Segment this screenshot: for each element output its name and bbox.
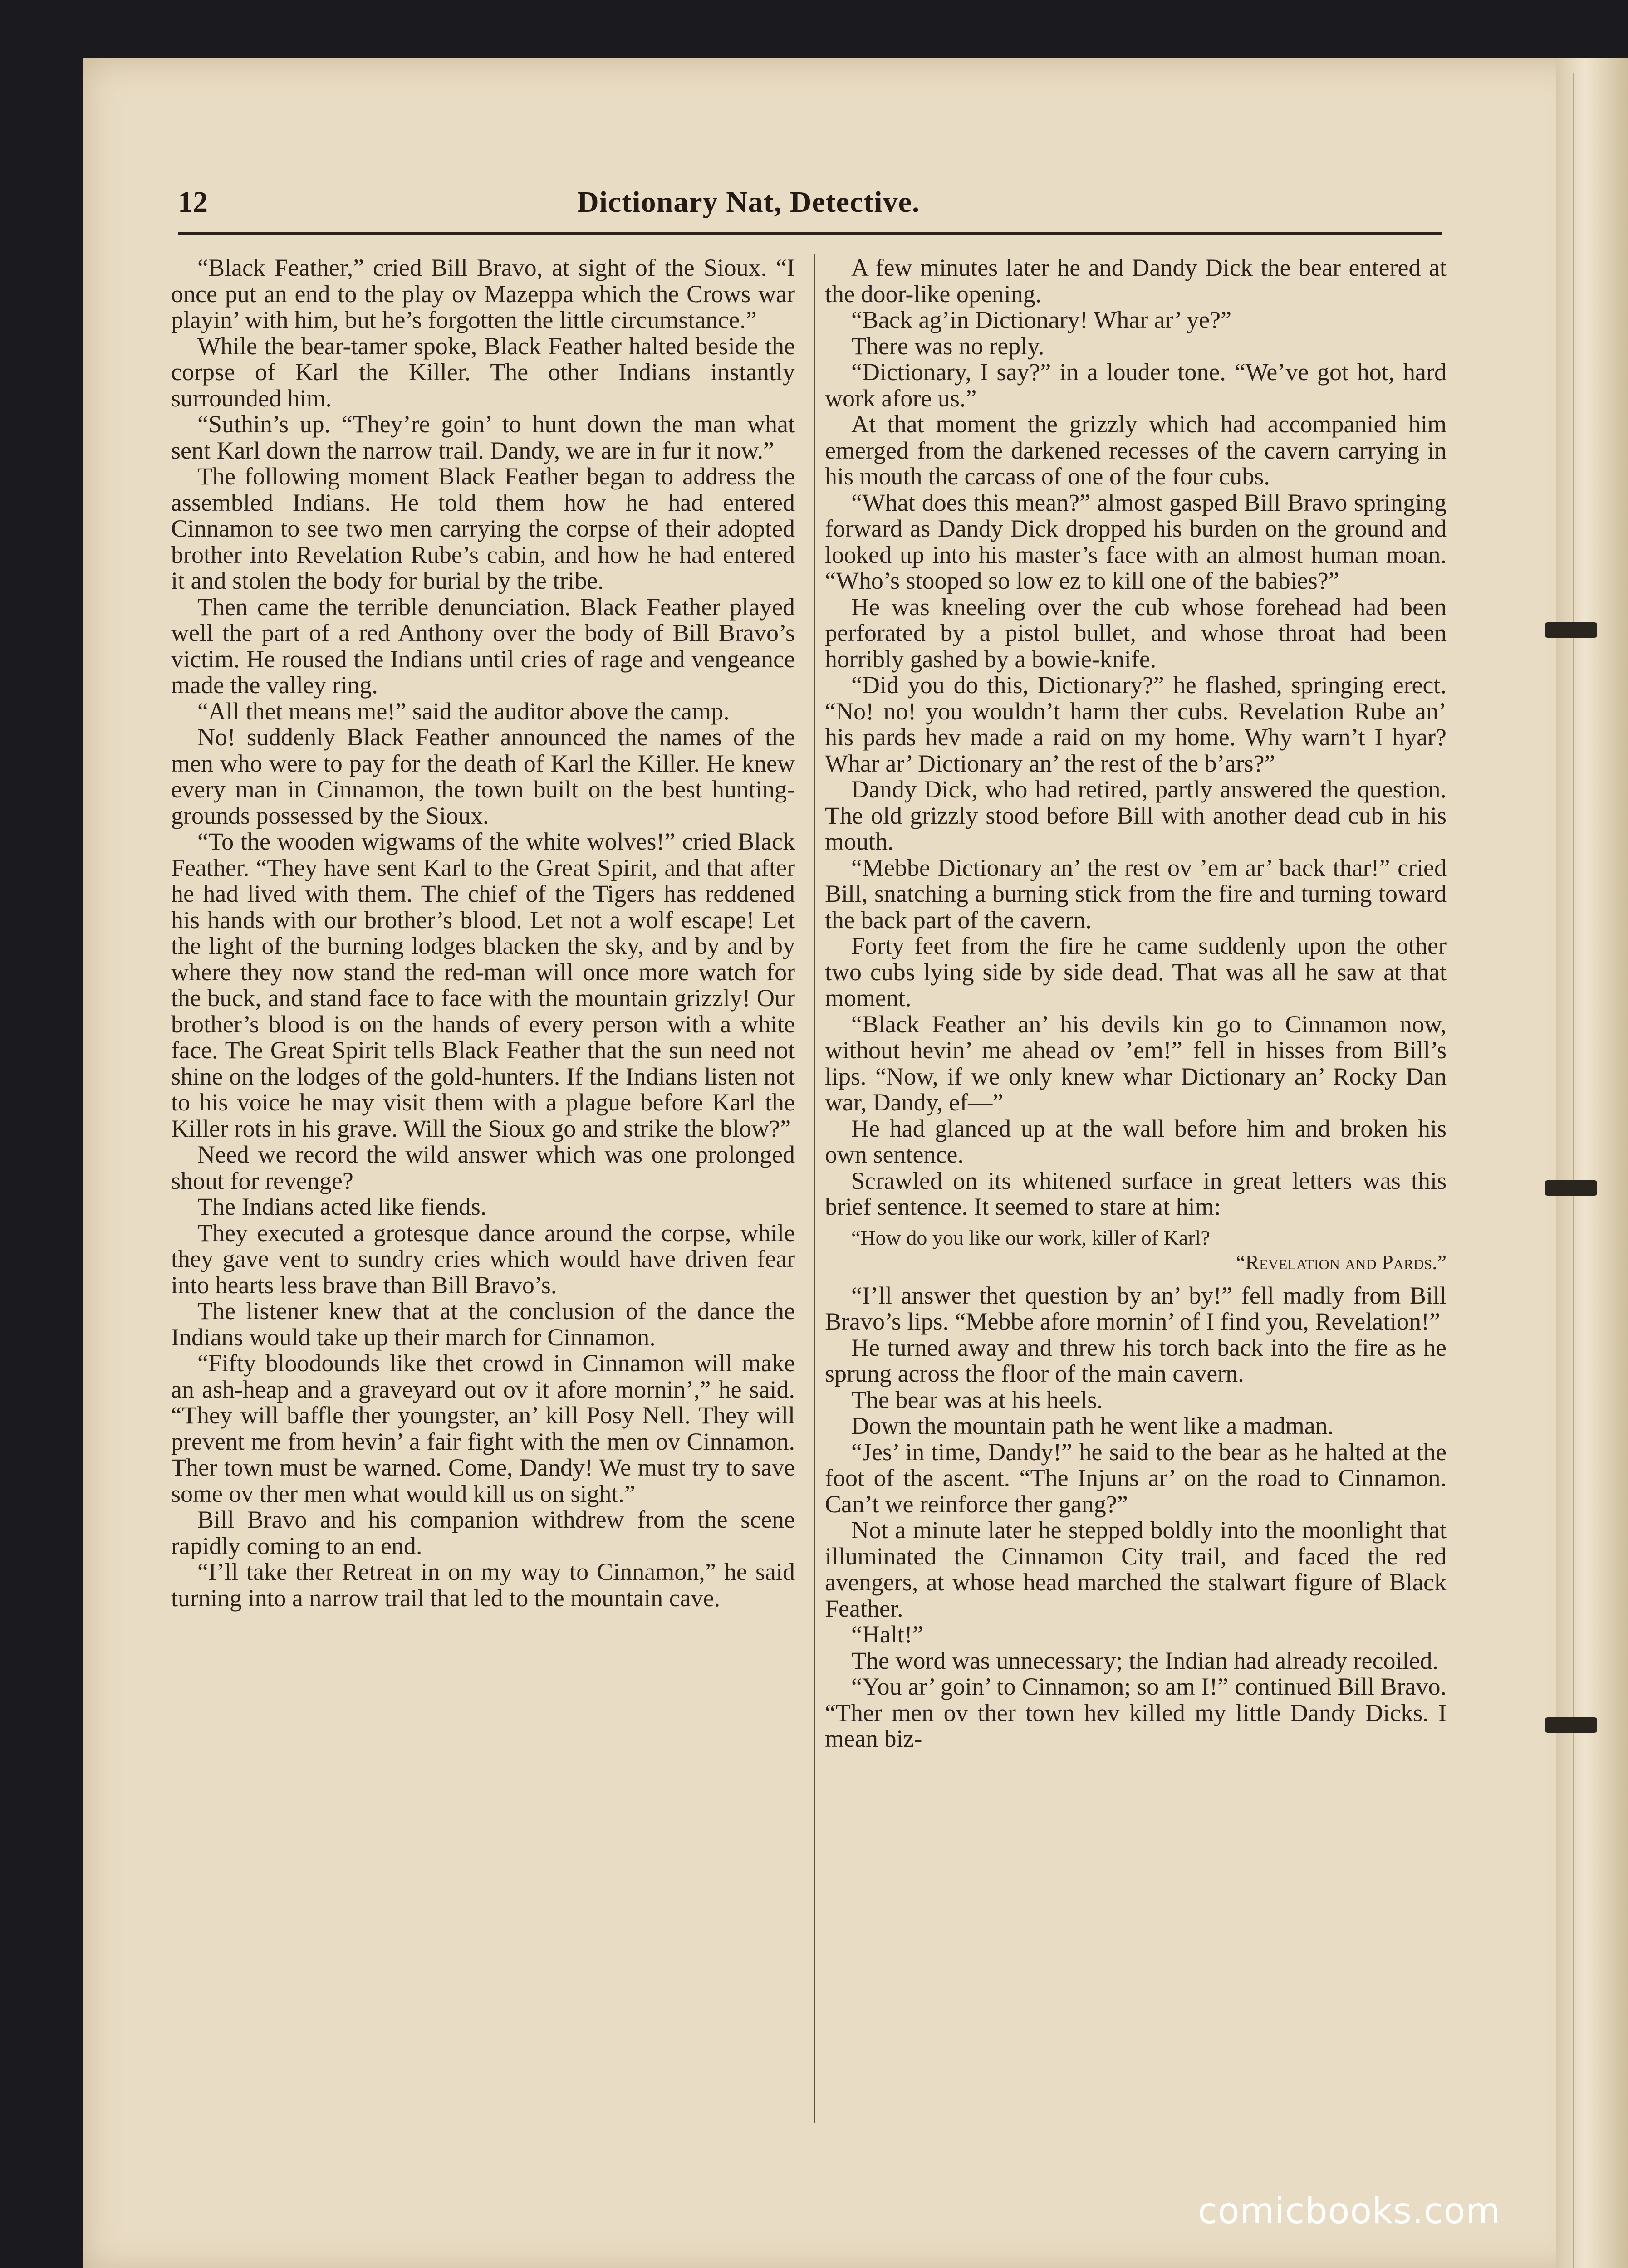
paragraph: While the bear-tamer spoke, Black Feather halted beside the corpse of Karl the Killer. The other Indians instantly surrounded him. — [171, 332, 795, 412]
wall-message-signature: “Revelation and Pards.” — [1236, 1250, 1447, 1274]
paragraph: “Back ag’in Dictionary! Whar ar’ ye?” — [851, 306, 1232, 333]
wall-message — [825, 1226, 1447, 1275]
wall-message-text: “How do you like our work, killer of Karl? — [851, 1226, 1210, 1249]
paragraph: The bear was at his heels. — [851, 1386, 1103, 1413]
running-header — [178, 181, 1442, 230]
paragraph: “Jes’ in time, Dandy!” he said to the bear as he halted at the foot of the ascent. “The Injuns ar’ on the road to Cinnamon. Can’t we reinforce ther gang?” — [825, 1438, 1447, 1518]
paragraph: “Black Feather,” cried Bill Bravo, at sight of the Sioux. “I once put an end to the play ov Mazeppa which the Crows war playin’ with him, but he’s forgotten the little circumstance.” — [171, 254, 795, 333]
staple-bottom — [1545, 1717, 1597, 1733]
paragraph: “To the wooden wigwams of the white wolves!” cried Black Feather. “They have sent Karl to the Great Spirit, and that after he had lived with them. The chief of the Tigers has reddened his hands with our brother’s blood. Let not a wolf escape! Let the light of the burning lodges blacken the sky, and by and by where they now stand the red-man will once more watch for the buck, and stand face to face with the mountain grizzly! Our brother’s blood is on the hands of every person with a white face. The Great Spirit tells Black Feather that the sun need not shine on the lodges of the gold-hunters. If the Indians listen not to his voice he may visit them with a plague before Karl the Killer rots in his grave. Will the Sioux go and strike the blow?” — [171, 828, 795, 1142]
paragraph: Bill Bravo and his companion withdrew from the scene rapidly coming to an end. — [171, 1506, 795, 1559]
paragraph: Need we record the wild answer which was one prolonged shout for revenge? — [171, 1141, 795, 1194]
paragraph: “I’ll take ther Retreat in on my way to Cinnamon,” he said turning into a narrow trail that led to the mountain cave. — [171, 1558, 795, 1612]
paragraph: He turned away and threw his torch back into the fire as he sprung across the floor of the main cavern. — [825, 1334, 1447, 1387]
paragraph: He had glanced up at the wall before him and broken his own sentence. — [825, 1114, 1447, 1168]
paragraph: “Fifty bloodounds like thet crowd in Cinnamon will make an ash-heap and a graveyard out ov it afore mornin’,” he said. “They will baffle ther youngster, an’ kill Posy Nell. They will prevent me from hevin’ a fair fight with the men ov Cinnamon. Ther town must be warned. Come, Dandy! We must try to save some ov ther men what would kill us on sight.” — [171, 1349, 795, 1507]
column-divider — [814, 254, 815, 2123]
paragraph: Forty feet from the fire he came suddenly upon the other two cubs lying side by side dead. That was all he saw at that moment. — [825, 932, 1447, 1012]
right-column — [825, 255, 1447, 1752]
left-column — [171, 255, 795, 1611]
paragraph: The following moment Black Feather began to address the assembled Indians. He told them how he had entered Cinnamon to see two men carrying the corpse of their adopted brother into Revelation Rube’s cabin, and how he had entered it and stolen the body for burial by the tribe. — [171, 463, 795, 594]
paragraph: “I’ll answer thet question by an’ by!” fell madly from Bill Bravo’s lips. “Mebbe afore mornin’ of I find you, Revelation!” — [825, 1281, 1447, 1335]
paragraph: “Mebbe Dictionary an’ the rest ov ’em ar’ back thar!” cried Bill, snatching a burning stick from the fire and turning toward the back part of the cavern. — [825, 854, 1447, 934]
paragraph: “All thet means me!” said the auditor above the camp. — [197, 697, 730, 725]
paragraph: Down the mountain path he went like a madman. — [851, 1412, 1334, 1439]
paragraph: “Halt!” — [851, 1621, 923, 1648]
staple-middle — [1545, 1180, 1597, 1196]
staple-top — [1545, 622, 1597, 638]
page-number: 12 — [178, 186, 208, 219]
paragraph: Then came the terrible denunciation. Black Feather played well the part of a red Anthony over the body of Bill Bravo’s victim. He roused the Indians until cries of rage and vengeance made the valley ring. — [171, 593, 795, 699]
running-title: Dictionary Nat, Detective. — [577, 186, 920, 219]
paragraph: “Black Feather an’ his devils kin go to Cinnamon now, without hevin’ me ahead ov ’em!” fell in hisses from Bill’s lips. “Now, if we only knew whar Dictionary an’ Rocky Dan war, Dandy, ef—” — [825, 1010, 1447, 1116]
paragraph: They executed a grotesque dance around the corpse, while they gave vent to sundry cries which would have driven fear into hearts less brave than Bill Bravo’s. — [171, 1219, 795, 1299]
paragraph: “Suthin’s up. “They’re goin’ to hunt down the man what sent Karl down the narrow trail. Dandy, we are in fur it now.” — [171, 411, 795, 464]
paragraph: A few minutes later he and Dandy Dick the bear entered at the door-like opening. — [825, 254, 1447, 308]
paragraph: The Indians acted like fiends. — [197, 1193, 487, 1220]
paragraph: Scrawled on its whitened surface in great letters was this brief sentence. It seemed to stare at him: — [825, 1167, 1447, 1220]
binding-fold-line — [1573, 73, 1574, 2268]
paragraph: “Dictionary, I say?” in a louder tone. “We’ve got hot, hard work afore us.” — [825, 358, 1447, 412]
header-rule — [178, 232, 1442, 235]
paragraph: At that moment the grizzly which had accompanied him emerged from the darkened recesses of the cavern carrying in his mouth the carcass of one of the four cubs. — [825, 411, 1447, 490]
site-watermark: comicbooks.com — [1198, 2191, 1501, 2232]
paragraph: Dandy Dick, who had retired, partly answered the question. The old grizzly stood before Bill with another dead cub in his mouth. — [825, 776, 1447, 855]
paragraph: “Did you do this, Dictionary?” he flashed, springing erect. “No! no! you wouldn’t harm ther cubs. Revelation Rube an’ his pards hev made a raid on my home. Why warn’t I hyar? Whar ar’ Dictionary an’ the rest of the b’ars?” — [825, 671, 1447, 777]
paragraph: The listener knew that at the conclusion of the dance the Indians would take up their march for Cinnamon. — [171, 1297, 795, 1351]
page-binding-edge — [1556, 58, 1628, 2268]
paragraph: “You ar’ goin’ to Cinnamon; so am I!” continued Bill Bravo. “Ther men ov ther town hev killed my little Dandy Dicks. I mean biz- — [825, 1673, 1447, 1752]
paragraph: “What does this mean?” almost gasped Bill Bravo springing forward as Dandy Dick dropped his burden on the ground and looked up into his master’s face with an almost human moan. “Who’s stooped so low ez to kill one of the babies?” — [825, 489, 1447, 594]
paragraph: There was no reply. — [851, 332, 1044, 360]
paragraph: The word was unnecessary; the Indian had already recoiled. — [851, 1647, 1438, 1674]
paragraph: He was kneeling over the cub whose forehead had been perforated by a pistol bullet, and whose throat had been horribly gashed by a bowie-knife. — [825, 593, 1447, 673]
paragraph: No! suddenly Black Feather announced the names of the men who were to pay for the death of Karl the Killer. He knew every man in Cinnamon, the town built on the best hunting-grounds possessed by the Sioux. — [171, 723, 795, 829]
paragraph: Not a minute later he stepped boldly into the moonlight that illuminated the Cinnamon City trail, and faced the red avengers, at whose head marched the stalwart figure of Black Feather. — [825, 1516, 1447, 1622]
